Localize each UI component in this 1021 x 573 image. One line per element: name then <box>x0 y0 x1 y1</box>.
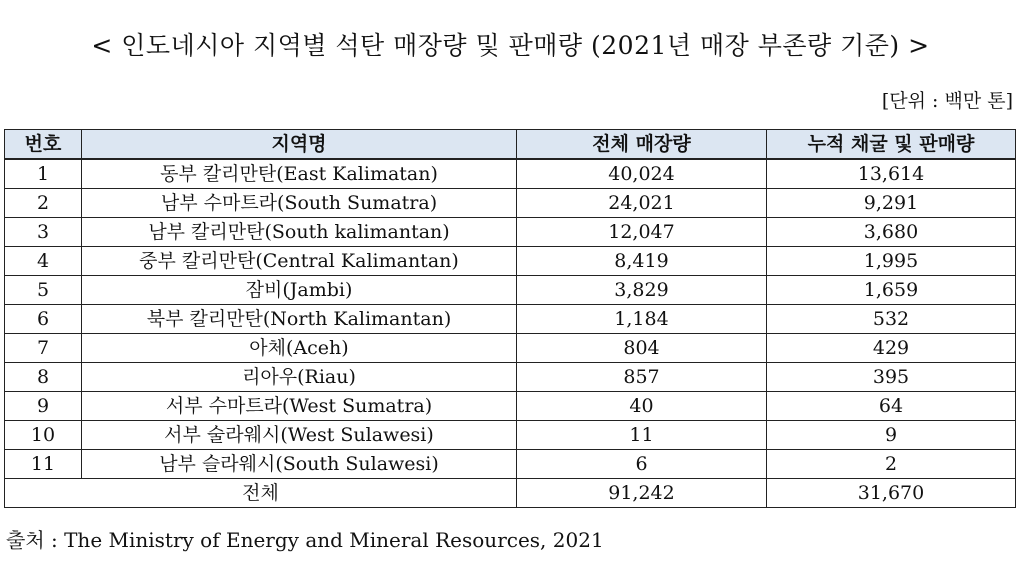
cell-reserve: 40,024 <box>517 159 767 189</box>
table-header-row <box>5 130 1016 160</box>
cell-sales: 1,659 <box>767 276 1016 305</box>
table-row <box>5 189 1016 218</box>
cell-sales: 429 <box>767 334 1016 363</box>
cell-no: 10 <box>5 421 82 450</box>
table-row <box>5 450 1016 479</box>
cell-no: 1 <box>5 159 82 189</box>
cell-reserve: 6 <box>517 450 767 479</box>
cell-region: 서부 술라웨시(West Sulawesi) <box>82 421 517 450</box>
total-reserve: 91,242 <box>517 479 767 508</box>
cell-sales: 64 <box>767 392 1016 421</box>
source-note: 출처 : The Ministry of Energy and Mineral Resources, 2021 <box>6 528 604 552</box>
total-sales: 31,670 <box>767 479 1016 508</box>
cell-reserve: 1,184 <box>517 305 767 334</box>
cell-no: 3 <box>5 218 82 247</box>
cell-reserve: 11 <box>517 421 767 450</box>
cell-reserve: 804 <box>517 334 767 363</box>
page-title: < 인도네시아 지역별 석탄 매장량 및 판매량 (2021년 매장 부존량 기준) > <box>91 31 930 60</box>
cell-no: 6 <box>5 305 82 334</box>
cell-reserve: 24,021 <box>517 189 767 218</box>
table-row <box>5 421 1016 450</box>
coal-reserve-table <box>4 129 1016 508</box>
cell-no: 4 <box>5 247 82 276</box>
cell-no: 9 <box>5 392 82 421</box>
cell-reserve: 857 <box>517 363 767 392</box>
cell-region: 중부 칼리만탄(Central Kalimantan) <box>82 247 517 276</box>
table-row <box>5 276 1016 305</box>
cell-sales: 9 <box>767 421 1016 450</box>
table-total-row <box>5 479 1016 508</box>
cell-region: 북부 칼리만탄(North Kalimantan) <box>82 305 517 334</box>
cell-sales: 2 <box>767 450 1016 479</box>
cell-sales: 1,995 <box>767 247 1016 276</box>
cell-region: 남부 수마트라(South Sumatra) <box>82 189 517 218</box>
header-no: 번호 <box>5 130 82 160</box>
cell-region: 동부 칼리만탄(East Kalimatan) <box>82 159 517 189</box>
cell-sales: 3,680 <box>767 218 1016 247</box>
table-row <box>5 392 1016 421</box>
cell-reserve: 8,419 <box>517 247 767 276</box>
header-reserve: 전체 매장량 <box>517 130 767 160</box>
cell-region: 남부 슬라웨시(South Sulawesi) <box>82 450 517 479</box>
cell-region: 아체(Aceh) <box>82 334 517 363</box>
cell-region: 리아우(Riau) <box>82 363 517 392</box>
cell-sales: 395 <box>767 363 1016 392</box>
cell-region: 남부 칼리만탄(South kalimantan) <box>82 218 517 247</box>
cell-no: 2 <box>5 189 82 218</box>
cell-sales: 532 <box>767 305 1016 334</box>
cell-region: 잠비(Jambi) <box>82 276 517 305</box>
cell-region: 서부 수마트라(West Sumatra) <box>82 392 517 421</box>
table-row <box>5 334 1016 363</box>
cell-sales: 9,291 <box>767 189 1016 218</box>
header-sales: 누적 채굴 및 판매량 <box>767 130 1016 160</box>
table-row <box>5 218 1016 247</box>
table-row <box>5 305 1016 334</box>
cell-no: 8 <box>5 363 82 392</box>
unit-label: [단위 : 백만 톤] <box>881 90 1013 112</box>
header-region: 지역명 <box>82 130 517 160</box>
cell-reserve: 40 <box>517 392 767 421</box>
table-row <box>5 247 1016 276</box>
cell-no: 11 <box>5 450 82 479</box>
table-row <box>5 159 1016 189</box>
cell-reserve: 12,047 <box>517 218 767 247</box>
cell-no: 5 <box>5 276 82 305</box>
cell-no: 7 <box>5 334 82 363</box>
cell-reserve: 3,829 <box>517 276 767 305</box>
table-row <box>5 363 1016 392</box>
total-label: 전체 <box>5 479 517 508</box>
cell-sales: 13,614 <box>767 159 1016 189</box>
